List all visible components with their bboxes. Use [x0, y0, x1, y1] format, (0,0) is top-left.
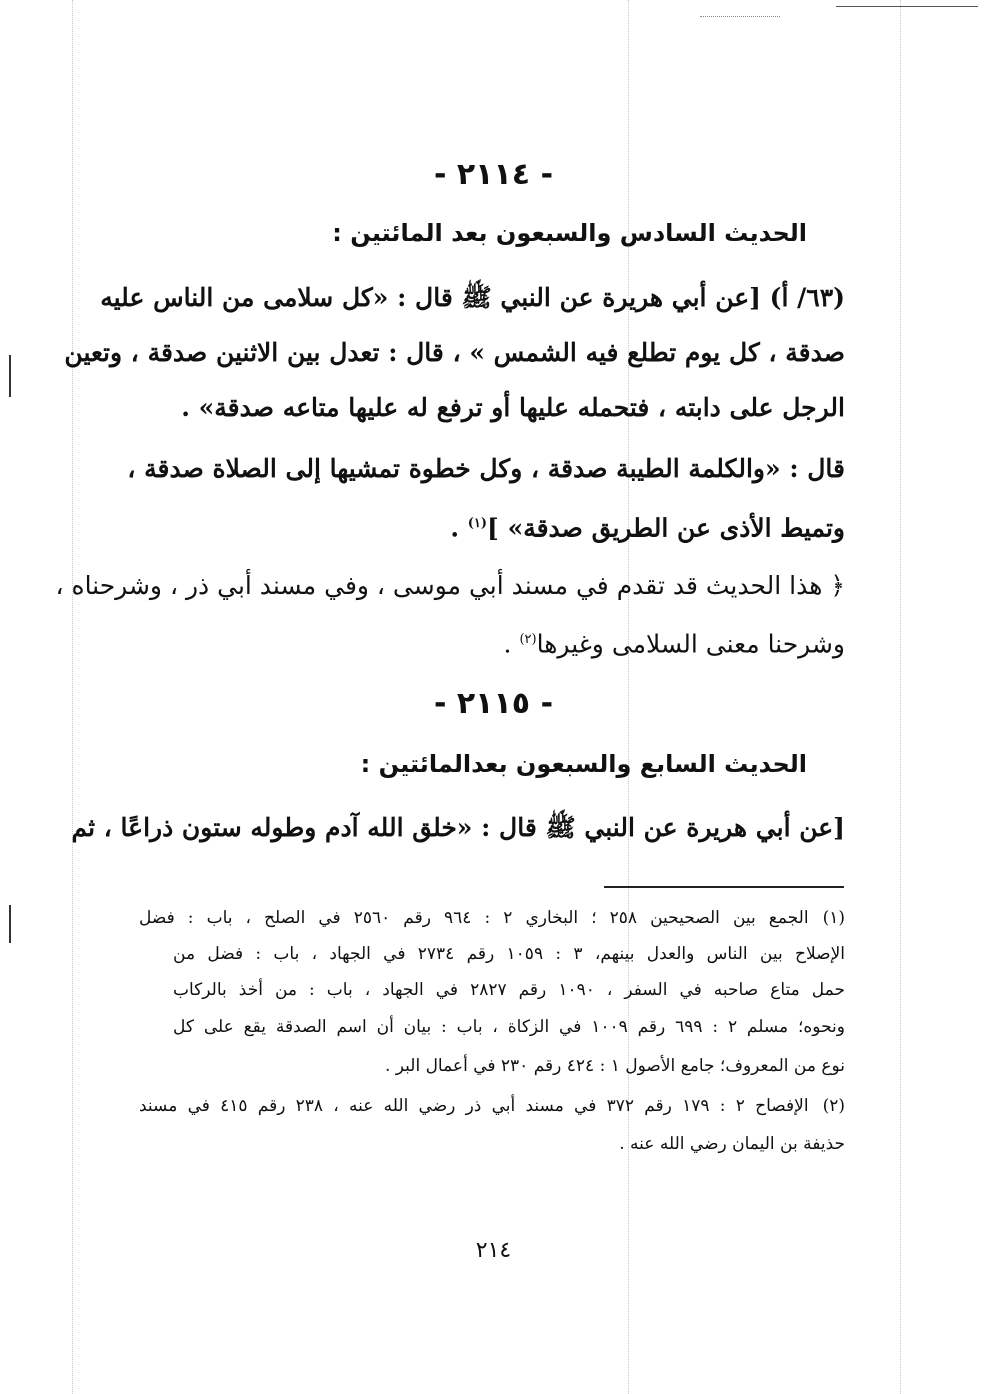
body-line [450, 506, 845, 546]
footnote-text: الجمع بين الصحيحين ٢٥٨ ؛ البخاري ٢ : ٩٦٤ رقم ٢٥٦٠ في الصلح ، باب : فضل [139, 908, 809, 928]
footnote-line: الإصلاح بين الناس والعدل بينهم، ٣ : ١٠٥٩ رقم ٢٧٣٤ في الجهاد ، باب : فضل من [173, 944, 845, 964]
margin-mark [9, 355, 11, 397]
margin-mark [9, 905, 11, 943]
footnote-line: نوع من المعروف؛ جامع الأصول ١ : ٤٢٤ رقم ٢٣٠ في أعمال البر . [384, 1056, 845, 1076]
footnote-line: ونحوه؛ مسلم ٢ : ٦٩٩ رقم ١٠٠٩ في الزكاة ، باب : بيان أن اسم الصدقة يقع على كل [173, 1017, 845, 1037]
footnote-line: حمل متاع صاحبه في السفر ، ١٠٩٠ رقم ٢٨٢٧ في الجهاد ، باب : من أخذ بالركاب [173, 980, 845, 1000]
footnote-number: (٢) [822, 1096, 845, 1116]
page-number: ٢١٤ [475, 1238, 512, 1263]
footnote-line: حذيفة بن اليمان رضي الله عنه . [619, 1134, 845, 1154]
footnote-ref: (١) [467, 516, 488, 531]
body-line: (٦٣/ أ) [عن أبي هريرة عن النبي ﷺ قال : «كل سلامى من الناس عليه [100, 283, 845, 312]
footnote-ref: (٢) [519, 632, 537, 647]
footnote-text: الإفصاح ٢ : ١٧٩ رقم ٣٧٢ في مسند أبي ذر رضي الله عنه ، ٢٣٨ رقم ٤١٥ في مسند [139, 1096, 809, 1116]
footnote-line [139, 904, 845, 932]
commentary-line [504, 622, 845, 662]
body-line: [عن أبي هريرة عن النبي ﷺ قال : «خلق الله آدم وطوله ستون ذراعًا ، ثم [71, 813, 845, 842]
hadith-title: الحديث السادس والسبعون بعد المائتين : [332, 219, 807, 247]
body-line: قال : «والكلمة الطيبة صدقة ، وكل خطوة تمشيها إلى الصلاة صدقة ، [127, 454, 845, 483]
body-text: . [450, 513, 468, 543]
footnote-separator [604, 886, 844, 888]
hadith-title: الحديث السابع والسبعون بعدالمائتين : [360, 750, 807, 778]
body-line: الرجل على دابته ، فتحمله عليها أو ترفع له عليها متاعه صدقة» . [181, 393, 845, 422]
body-text: وتميط الأذى عن الطريق صدقة» ] [487, 513, 845, 543]
footnote-line [139, 1092, 845, 1120]
top-rule [836, 6, 978, 7]
body-line: صدقة ، كل يوم تطلع فيه الشمس » ، قال : تعدل بين الاثنين صدقة ، وتعين [64, 338, 845, 367]
commentary-text: وشرحنا معنى السلامى وغيرها [536, 629, 845, 659]
commentary-text: . [503, 629, 520, 659]
footnote-number: (١) [822, 908, 845, 928]
hadith-number: - ٢١١٤ - [433, 157, 554, 192]
top-rule-dotted [700, 16, 780, 17]
commentary-line: ﴿ هذا الحديث قد تقدم في مسند أبي موسى ، وفي مسند أبي ذر ، وشرحناه ، [55, 571, 845, 600]
hadith-number: - ٢١١٥ - [433, 686, 554, 721]
